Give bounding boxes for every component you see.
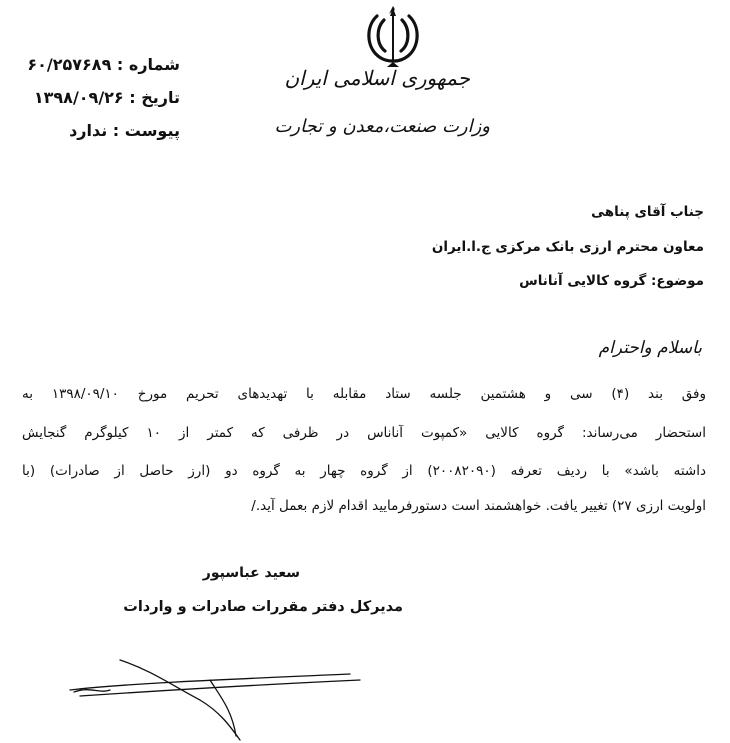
letter-date: تاریخ : ۱۳۹۸/۰۹/۲۶ bbox=[33, 88, 180, 107]
ministry-title: وزارت صنعت،معدن و تجارت bbox=[274, 116, 490, 137]
letter-number: شماره : ۶۰/۲۵۷۶۸۹ bbox=[27, 55, 180, 74]
body-line: استحضار می‌رساند: گروه کالایی «کمپوت آناناس در ظرفی که کمتر از ۱۰ کیلوگرم گنجایش bbox=[22, 425, 706, 441]
signatory-title: مدیرکل دفتر مقررات صادرات و واردات bbox=[123, 599, 403, 615]
iran-emblem-icon bbox=[363, 4, 423, 68]
greeting: باسلام واحترام bbox=[598, 338, 702, 358]
addressee-position: معاون محترم ارزی بانک مرکزی ج.ا.ایران bbox=[431, 239, 704, 255]
body-line: وفق بند (۴) سی و هشتمین جلسه ستاد مقابله با تهدیدهای تحریم مورخ ۱۳۹۸/۰۹/۱۰ به bbox=[22, 386, 707, 402]
signatory-name: سعید عباسپور bbox=[202, 565, 300, 581]
republic-title: جمهوری اسلامی ایران bbox=[284, 66, 470, 90]
body-line: داشته باشد» با ردیف تعرفه (۲۰۰۸۲۰۹۰) از گروه چهار به گروه دو (ارز حاصل از صادرات) (با bbox=[22, 463, 706, 479]
body-line: اولویت ارزی ۲۷) تغییر یافت. خواهشمند است دستورفرمایید اقدام لازم بعمل آید./ bbox=[251, 498, 706, 514]
letter-subject: موضوع: گروه کالایی آناناس bbox=[519, 273, 704, 289]
addressee-name: جناب آقای پناهی bbox=[591, 204, 704, 220]
handwritten-signature bbox=[60, 640, 370, 743]
letter-attachment: پیوست : ندارد bbox=[69, 121, 180, 140]
